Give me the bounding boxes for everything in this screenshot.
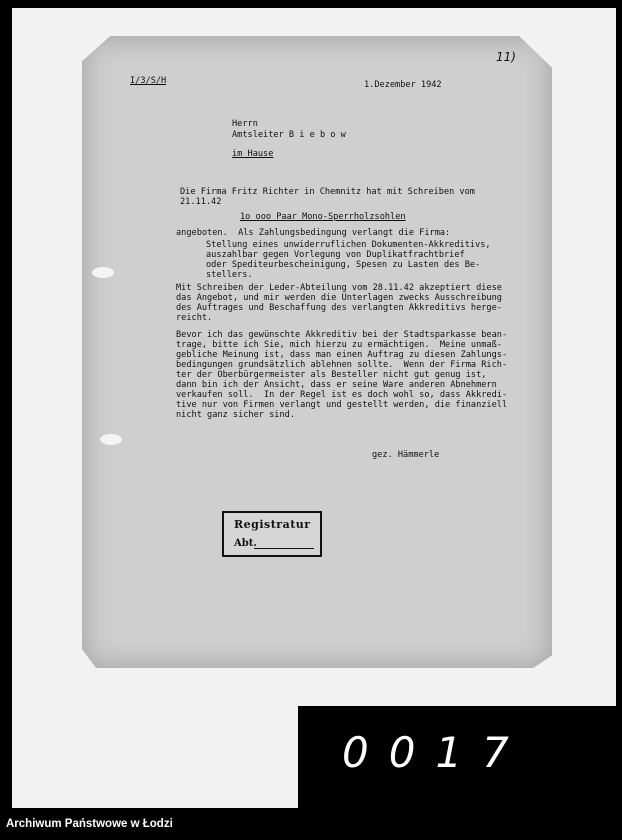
addressee-line: Amtsleiter B i e b o w xyxy=(232,130,346,140)
document-date: 1.Dezember 1942 xyxy=(364,80,442,90)
addressee-line: Herrn xyxy=(232,119,258,129)
body-line: des Auftrages und Beschaffung des verlangten Akkreditivs herge- xyxy=(176,303,502,313)
condition-line: Stellung eines unwiderruflichen Dokumenten-Akkreditivs, xyxy=(206,240,491,250)
stamp-line xyxy=(254,548,314,549)
offer-item: 1o ooo Paar Mono-Sperrholzsohlen xyxy=(240,212,406,222)
body-line: Mit Schreiben der Leder-Abteilung vom 28.11.42 akzeptiert diese xyxy=(176,283,502,293)
body-line: nicht ganz sicher sind. xyxy=(176,410,295,420)
punch-hole xyxy=(92,267,114,278)
punch-hole xyxy=(100,434,122,445)
frame-number: 0017 xyxy=(342,728,529,777)
body-line: dann bin ich der Ansicht, dass er seine Ware anderen Abnehmern xyxy=(176,380,497,390)
body-line: 21.11.42 xyxy=(180,197,222,207)
addressee-line: im Hause xyxy=(232,149,274,159)
body-line: tive nur von Firmen verlangt und gestellt werden, die finanziell xyxy=(176,400,508,410)
condition-line: oder Spediteurbescheinigung, Spesen zu Lasten des Be- xyxy=(206,260,481,270)
condition-line: stellers. xyxy=(206,270,253,280)
body-line: angeboten. Als Zahlungsbedingung verlangt die Firma: xyxy=(176,228,451,238)
body-line: Die Firma Fritz Richter in Chemnitz hat mit Schreiben vom xyxy=(180,187,475,197)
body-line: Bevor ich das gewünschte Akkreditiv bei der Stadtsparkasse bean- xyxy=(176,330,508,340)
stamp-department: Abt. xyxy=(234,538,257,549)
registry-stamp xyxy=(222,511,322,557)
body-line: bedingungen grundsätzlich ablehnen sollte. Wenn der Firma Rich- xyxy=(176,360,508,370)
archive-label: Archiwum Państwowe w Łodzi xyxy=(6,818,173,830)
page-mark: 11) xyxy=(496,50,516,64)
reference-code: I/3/S/H xyxy=(130,76,167,86)
body-line: verkaufen soll. In der Regel ist es doch wohl so, dass Akkredi- xyxy=(176,390,508,400)
body-line: ter der Oberbürgermeister als Besteller nicht gut genug ist, xyxy=(176,370,487,380)
stamp-title: Registratur xyxy=(234,518,311,531)
body-line: trage, bitte ich Sie, mich hierzu zu ermächtigen. Meine unmaß- xyxy=(176,340,502,350)
body-line: das Angebot, und mir werden die Unterlagen zwecks Ausschreibung xyxy=(176,293,502,303)
condition-line: auszahlbar gegen Vorlegung von Duplikatfrachtbrief xyxy=(206,250,465,260)
body-line: gebliche Meinung ist, dass man einen Auftrag zu diesen Zahlungs- xyxy=(176,350,508,360)
signature: gez. Hämmerle xyxy=(372,450,440,460)
body-line: reicht. xyxy=(176,313,213,323)
